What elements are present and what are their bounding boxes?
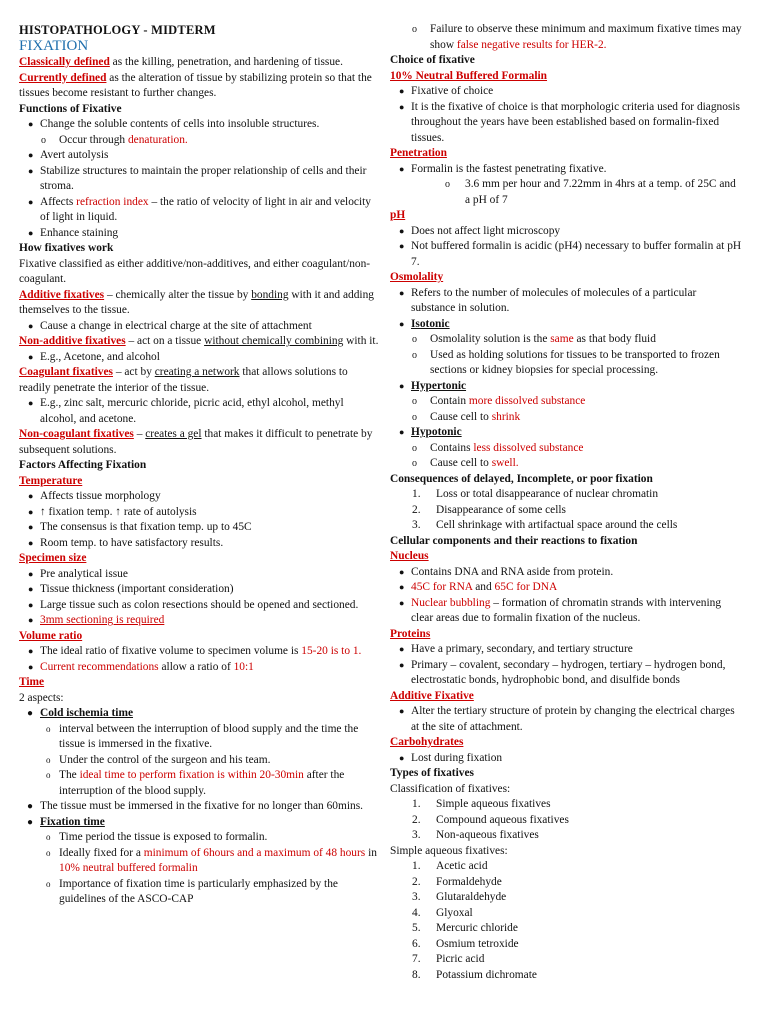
list-item: 5. Mercuric chloride [412,922,518,934]
list-item: ● Pre analytical issue [28,567,128,580]
classification-text: Classification of fixatives: [390,782,511,795]
nucleus-heading: Nucleus [390,550,429,562]
how-text: Fixative classified as either additive/non-additives, and either coagulant/non-coagulant. [19,257,371,285]
list-item: ● Hypertonic [399,379,467,392]
list-item: o Contain more dissolved substance [412,395,586,407]
list-item: ● Nuclear bubbling – formation of chromatin strands with intervening clear areas due to formalin fixation of the nucleus. [399,596,722,624]
list-item: ● Enhance staining [28,226,119,239]
classically-defined: Classically defined as the killing, penetration, and hardening of tissue. [19,56,343,68]
list-item: ● The consensus is that fixation temp. up to 45C [28,521,252,533]
non-coagulant-fixatives: Non-coagulant fixatives – creates a gel that makes it difficult to penetrate by subsequent solutions. [19,428,373,456]
list-item: 3. Non-aqueous fixatives [412,829,539,841]
list-item: ● Refers to the number of molecules of molecules of a particular substance in solution. [399,286,697,314]
list-item: ● Lost during fixation [399,751,503,764]
list-item: o Ideally fixed for a minimum of 6hours and a maximum of 48 hours in 10% neutral buffered formalin [46,846,377,874]
proteins-heading: Proteins [390,627,431,640]
list-item: o Failure to observe these minimum and maximum fixative times may show false negative results for HER-2. [412,23,742,51]
list-item: ● E.g., Acetone, and alcohol [28,350,160,363]
list-item: o Osmolality solution is the same as that body fluid [412,333,656,345]
list-item: ● Tissue thickness (important consideration) [28,583,234,595]
time-heading: Time [19,676,45,688]
list-item: ● Cause a change in electrical charge at the site of attachment [28,319,312,332]
left-column [19,22,381,908]
list-item: o 3.6 mm per hour and 7.22mm in 4hrs at a temp. of 25C and a pH of 7 [445,178,736,206]
list-item: 2. Formaldehyde [412,875,502,888]
list-item: o Under the control of the surgeon and his team. [46,753,271,766]
list-item: ● 45C for RNA and 65C for DNA [399,581,558,593]
list-item: ● Contains DNA and RNA aside from protein. [399,565,614,578]
temperature-heading: Temperature [19,474,83,487]
list-item: 1. Acetic acid [412,860,488,872]
list-item: ● Large tissue such as colon resections should be opened and sectioned. [28,598,359,611]
list-item: ● Have a primary, secondary, and tertiary structure [399,643,633,655]
list-item: ● Affects refraction index – the ratio of velocity of light in air and velocity of light in liquid. [28,195,371,223]
additive-fixatives: Additive fixatives – chemically alter the tissue by bonding with it and adding themselves to the tissue. [19,288,374,316]
nbf-heading: 10% Neutral Buffered Formalin [390,69,548,82]
carbohydrates-heading: Carbohydrates [390,736,464,748]
list-item: 7. Picric acid [412,953,485,965]
how-heading: How fixatives work [19,242,114,254]
factors-heading: Factors Affecting Fixation [19,459,147,471]
types-heading: Types of fixatives [390,767,474,779]
list-item: o Occur through denaturation. [41,133,188,146]
simple-aqueous-text: Simple aqueous fixatives: [390,844,508,857]
list-item: 8. Potassium dichromate [412,968,537,981]
functions-heading: Functions of Fixative [19,102,122,115]
list-item: o Used as holding solutions for tissues to be transported to frozen sections or kidney biopsies for special processing. [412,348,720,376]
list-item: ● Cold ischemia time [27,707,134,719]
list-item: ● E.g., zinc salt, mercuric chloride, picric acid, ethyl alcohol, methyl alcohol, and acetone. [28,397,344,425]
list-item: 3. Cell shrinkage with artifactual space around the cells [412,519,678,531]
list-item: ● The ideal ratio of fixative volume to specimen volume is 15-20 is to 1. [28,645,362,657]
page-title: HISTOPATHOLOGY - MIDTERM [19,23,216,37]
list-item: o interval between the interruption of blood supply and the time the tissue is immersed in the fixative. [46,722,359,750]
list-item: ● Fixation time [27,815,105,828]
list-item: 2. Disappearance of some cells [412,503,566,516]
list-item: ● Room temp. to have satisfactory results. [28,536,224,549]
list-item: 4. Glyoxal [412,906,473,919]
list-item: ● Stabilize structures to maintain the proper relationship of cells and their stroma. [28,164,367,192]
list-item: 3. Glutaraldehyde [412,891,507,903]
list-item: o The ideal time to perform fixation is within 20-30min after the interruption of the blood supply. [46,769,345,797]
specimen-size-heading: Specimen size [19,552,87,564]
list-item: o Contains less dissolved substance [412,441,584,454]
list-item: ● Hypotonic [399,426,462,438]
consequences-heading: Consequences of delayed, Incomplete, or poor fixation [390,472,653,485]
list-item: ● Does not affect light microscopy [399,224,561,237]
list-item: 2. Compound aqueous fixatives [412,813,569,826]
list-item: ● The tissue must be immersed in the fixative for no longer than 60mins. [27,800,363,812]
list-item: 6. Osmium tetroxide [412,937,519,950]
currently-defined: Currently defined as the alteration of tissue by stabilizing protein so that the tissues become resistant to further changes. [19,71,372,99]
list-item: ● Alter the tertiary structure of protein by changing the electrical charges at the site of attachment. [399,705,735,733]
list-item: o Importance of fixation time is particularly emphasized by the guidelines of the ASCO-CAP [46,877,338,905]
osmolality-heading: Osmolality [390,271,444,283]
section-title: FIXATION [19,38,89,54]
choice-heading: Choice of fixative [390,54,475,66]
list-item: o Time period the tissue is exposed to formalin. [46,831,268,843]
right-column [390,22,742,983]
volume-ratio-heading: Volume ratio [19,629,83,642]
additive-fixative-heading: Additive Fixative [390,689,474,702]
list-item: o Cause cell to swell. [412,457,519,469]
list-item: ● Not buffered formalin is acidic (pH4) necessary to buffer formalin at pH 7. [399,240,742,268]
list-item: ● Avert autolysis [28,149,109,161]
list-item: 1. Loss or total disappearance of nuclear chromatin [412,488,659,500]
coagulant-fixatives: Coagulant fixatives – act by creating a network that allows solutions to readily penetrate the interior of the tissue. [19,366,348,394]
list-item: 1. Simple aqueous fixatives [412,798,551,810]
list-item: ● It is the fixative of choice is that morphologic criteria used for diagnosis throughout the years have been established based on formalin-fixed tissues. [399,100,740,144]
penetration-heading: Penetration [390,147,447,159]
time-text: 2 aspects: [19,691,64,704]
list-item: ● Change the soluble contents of cells into insoluble structures. [28,118,320,130]
cellular-heading: Cellular components and their reactions to fixation [390,534,638,547]
list-item: ● Isotonic [399,317,450,330]
list-item: o Cause cell to shrink [412,410,521,423]
list-item: ● Formalin is the fastest penetrating fixative. [399,162,607,175]
list-item: ● ↑ fixation temp. ↑ rate of autolysis [28,505,197,518]
list-item: ● Affects tissue morphology [28,490,161,502]
ph-heading: pH [390,209,406,221]
list-item: ● Primary – covalent, secondary – hydrogen, tertiary – hydrogen bond, electrostatic bonds, hydrophobic bond, and disulfide bonds [399,658,726,686]
list-item: ● Fixative of choice [399,85,494,97]
list-item: ● Current recommendations allow a ratio of 10:1 [28,660,254,673]
list-item: ● 3mm sectioning is required [28,614,165,626]
non-additive-fixatives: Non-additive fixatives – act on a tissue without chemically combining with it. [19,335,379,347]
